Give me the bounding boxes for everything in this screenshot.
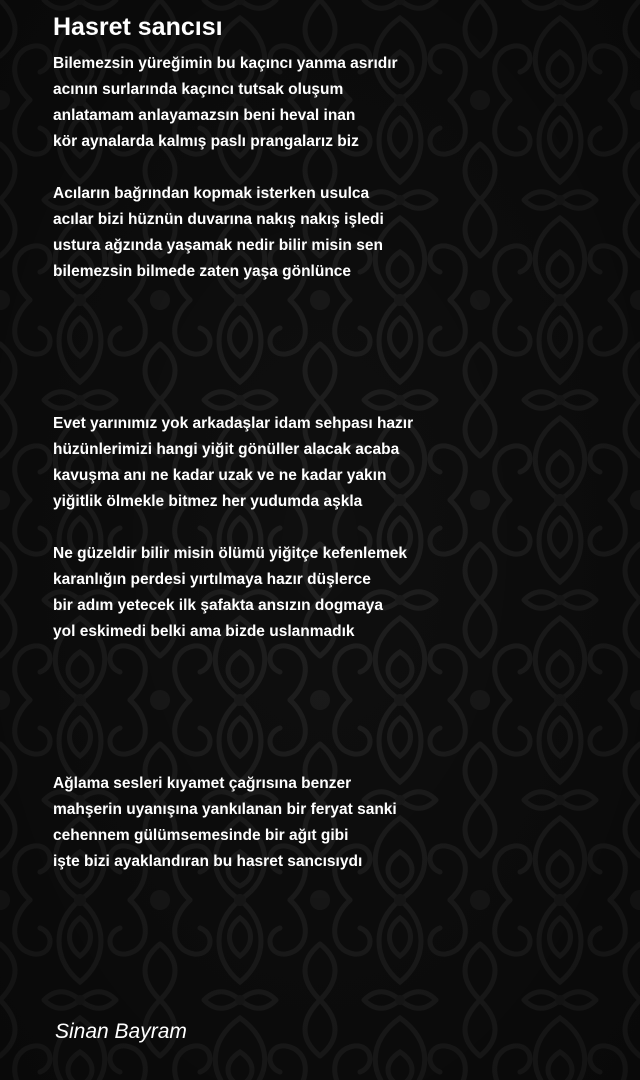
poem-title: Hasret sancısı	[53, 13, 223, 41]
poem-line: Ne güzeldir bilir misin ölümü yiğitçe kefenlemek	[53, 545, 408, 562]
poem-line: acılar bizi hüznün duvarına nakış nakış işledi	[53, 211, 384, 228]
poem-line: hüzünlerimizi hangi yiğit gönüller alacak acaba	[53, 441, 400, 458]
poem-author: Sinan Bayram	[55, 1020, 187, 1043]
poem-line: mahşerin uyanışına yankılanan bir feryat sanki	[53, 801, 397, 818]
poem-line: yiğitlik ölmekle bitmez her yudumda aşkla	[53, 493, 363, 510]
poem-line: acının surlarında kaçıncı tutsak oluşum	[53, 81, 344, 98]
poem-line: Ağlama sesleri kıyamet çağrısına benzer	[53, 775, 352, 792]
poem-line: ustura ağzında yaşamak nedir bilir misin sen	[53, 237, 383, 254]
poem-line: Evet yarınımız yok arkadaşlar idam sehpası hazır	[53, 415, 414, 432]
stanza-3	[53, 411, 413, 515]
poem-line: yol eskimedi belki ama bizde uslanmadık	[53, 623, 355, 640]
poem-line: kavuşma anı ne kadar uzak ve ne kadar yakın	[53, 467, 387, 484]
poem-line: bilemezsin bilmede zaten yaşa gönlünce	[53, 263, 352, 280]
poem-line: bir adım yetecek ilk şafakta ansızın dogmaya	[53, 597, 383, 614]
poem-line: anlatamam anlayamazsın beni heval inan	[53, 107, 356, 124]
poem-line: cehennem gülümsemesinde bir ağıt gibi	[53, 827, 349, 844]
stanza-1	[53, 51, 398, 155]
poem-line: karanlığın perdesi yırtılmaya hazır düşlerce	[53, 571, 371, 588]
poem-line: kör aynalarda kalmış paslı prangalarız biz	[53, 133, 359, 150]
poem-line: işte bizi ayaklandıran bu hasret sancısıydı	[53, 853, 363, 870]
stanza-4	[53, 541, 407, 645]
poem-line: Bilemezsin yüreğimin bu kaçıncı yanma asrıdır	[53, 55, 398, 72]
poem-line: Acıların bağrından kopmak isterken usulca	[53, 185, 370, 202]
stanza-2	[53, 181, 384, 285]
stanza-5	[53, 771, 397, 875]
